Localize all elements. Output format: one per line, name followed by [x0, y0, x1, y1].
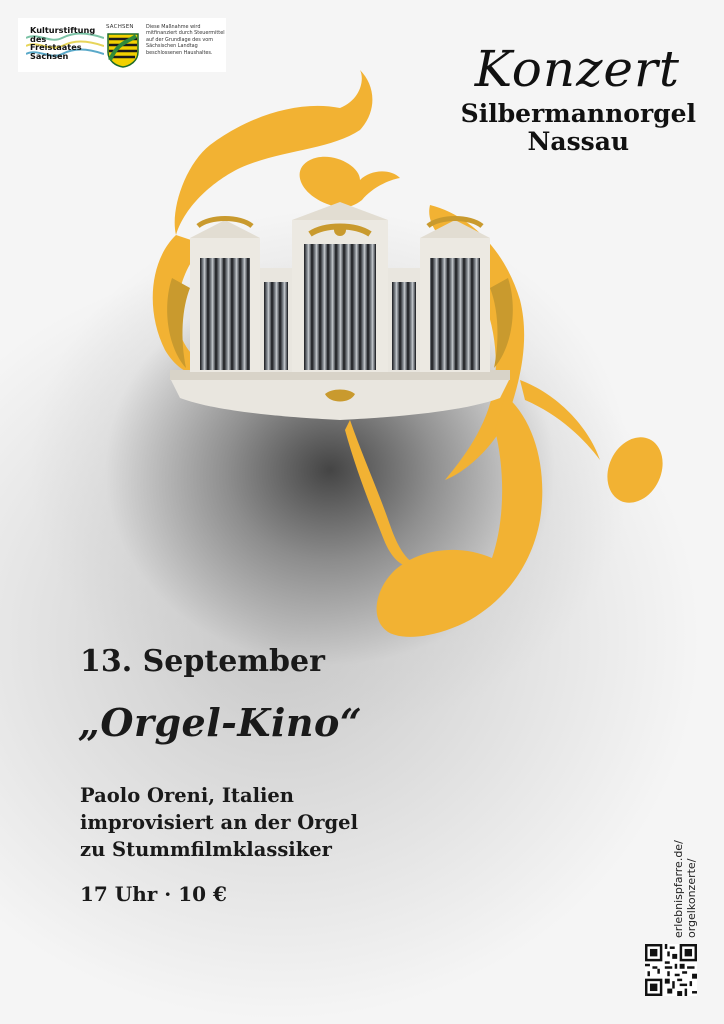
kulturstiftung-logo [26, 26, 104, 66]
page-subtitle [461, 100, 696, 156]
organ-illustration [160, 198, 520, 428]
event-date: 13. September [80, 644, 325, 679]
description-line-2: improvisiert an der Orgel [80, 811, 358, 834]
kulturstiftung-name: Kulturstiftung des Freistaates Sachsen [30, 25, 96, 61]
website-url[interactable]: erlebnispfarre.de/ orgelkonzerte/ [672, 840, 698, 938]
qr-code-icon[interactable] [645, 944, 697, 996]
description-line-1: Paolo Oreni, Italien [80, 784, 294, 807]
description-line-3: zu Stummfilmklassiker [80, 838, 332, 861]
sponsor-bar [18, 18, 226, 72]
funding-note: Diese Maßnahme wird mitfinanziert durch Steuermittel auf der Grundlage des vom Sächsischen Landtag beschlossenen Haushaltes. [146, 24, 225, 56]
event-time-price: 17 Uhr · 10 € [80, 882, 227, 906]
event-title: „Orgel-Kino“ [78, 700, 363, 745]
saxony-coat-of-arms-icon [106, 32, 140, 68]
saxony-label: SACHSEN [106, 24, 134, 30]
subtitle-line-1: Silbermannorgel [460, 99, 696, 128]
event-description [80, 782, 358, 863]
subtitle-line-2: Nassau [527, 127, 630, 156]
page-title: Konzert [474, 40, 680, 98]
